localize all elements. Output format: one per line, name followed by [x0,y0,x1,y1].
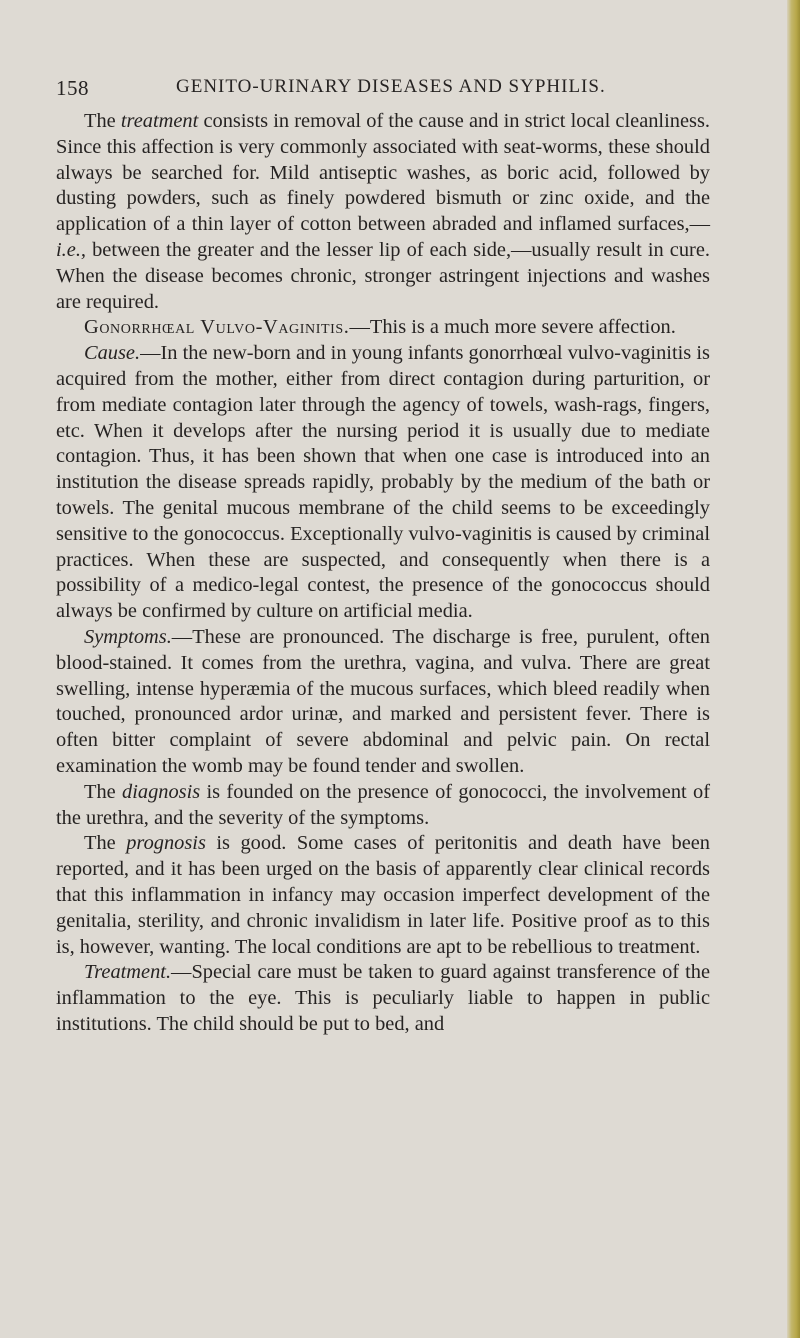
cause-paragraph: Cause.—In the new-born and in young infants gonorrhœal vulvo-vaginitis is acquired from the mother, either from direct contagion during parturition, or from mediate contagion later through the agency of towels, wash-rags, fingers, etc. When it develops after the nursing period it is usually due to mediate contagion. Thus, it has been shown that when one case is introduced into an institution the disease spreads rapidly, probably by the medium of the bath or towels. The genital mucous membrane of the child seems to be exceedingly sensitive to the gonococcus. Exceptionally vulvo-vaginitis is caused by criminal practices. When these are suspected, and consequently when there is a possibility of a medico-legal contest, the presence of the gonococcus should always be confirmed by culture on artificial media. [56,342,710,623]
treatment-paragraph: The treatment consists in removal of the cause and in strict local cleanliness. Since this affection is very commonly associated with seat-worms, these should always be searched for. Mild antiseptic washes, as boric acid, followed by dusting powders, such as finely powdered bismuth or zinc oxide, and the application of a thin layer of cotton between abraded and inflamed surfaces,—i.e., between the greater and the lesser lip of each side,—usually result in cure. When the disease becomes chronic, stronger astringent injections and washes are required. [56,110,710,313]
diagnosis-term: diagnosis [122,780,201,803]
section-heading-paragraph: Gonorrhœal Vulvo-Vaginitis.—This is a much more severe affection. [84,316,676,339]
page-number: 158 [56,76,89,100]
running-title: GENITO-URINARY DISEASES AND SYPHILIS. [176,76,606,97]
section-heading: Gonorrhœal Vulvo-Vaginitis. [84,316,350,339]
treatment-term: treatment [120,110,199,132]
diagnosis-paragraph: The diagnosis is founded on the presence of gonococci, the involvement of the urethra, and the severity of the symptoms. [56,780,710,829]
symptoms-paragraph: Symptoms.—These are pronounced. The discharge is free, purulent, often blood-stained. It comes from the urethra, vagina, and vulva. There are great swelling, intense hyperæmia of the mucous surfaces, which bleed readily when touched, pronounced ardor urinæ, and marked and persistent fever. There is often bitter complaint of severe abdominal and pelvic pain. On rectal examination the womb may be found tender and swollen. [56,625,710,777]
abbreviation-ie: i.e., [56,238,87,261]
body-text [56,109,710,1038]
running-head [56,76,756,106]
prognosis-paragraph: The prognosis is good. Some cases of peritonitis and death have been reported, and it has been urged on the basis of apparently clear clinical records that this inflammation in infancy may occasion imperfect development of the genitalia, sterility, and chronic invalidism in later life. Positive proof as to this is, however, wanting. The local conditions are apt to be rebellious to treatment. [56,832,710,958]
treatment-heading: Treatment. [84,961,172,984]
page-edge [787,0,800,1338]
prognosis-term: prognosis [126,832,206,855]
treatment-care-paragraph: Treatment.—Special care must be taken to guard against transference of the inflammation to the eye. This is peculiarly liable to happen in public institutions. The child should be put to bed, and [56,961,710,1035]
cause-heading: Cause. [84,342,141,365]
symptoms-heading: Symptoms. [84,625,172,648]
